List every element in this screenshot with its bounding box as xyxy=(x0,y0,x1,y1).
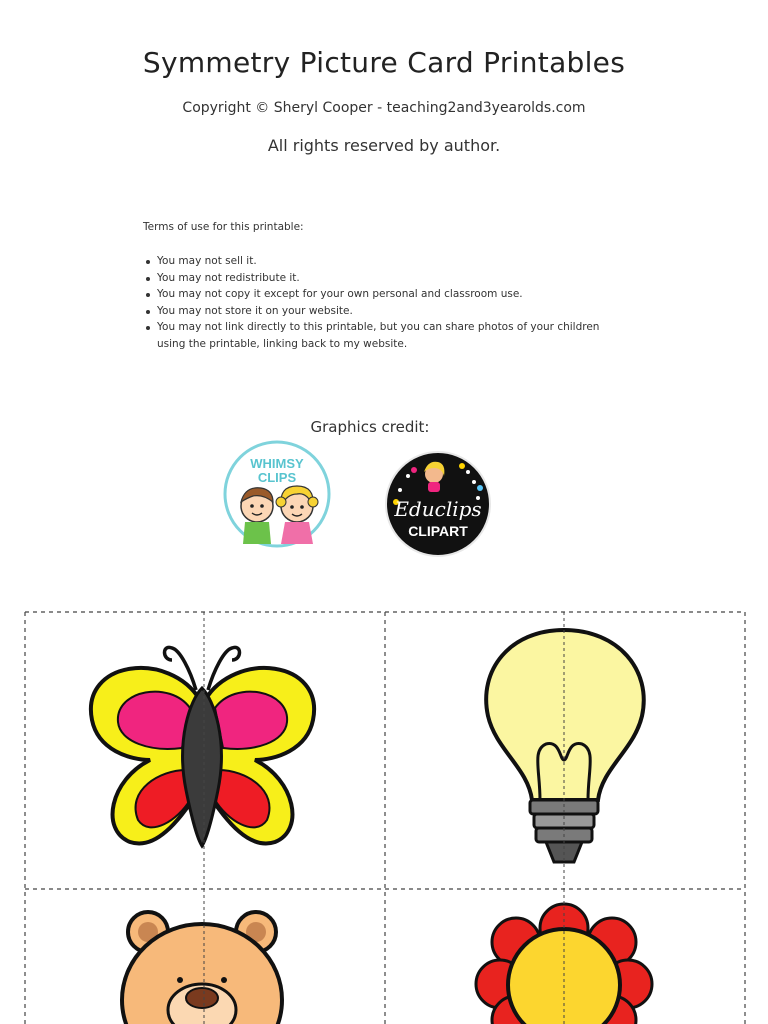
terms-item: You may not redistribute it. xyxy=(143,270,613,287)
svg-text:CLIPS: CLIPS xyxy=(257,470,297,485)
terms-item: You may not link directly to this printable, but you can share photos of your children using the printable, linking back to my website. xyxy=(143,319,613,352)
copyright-line: Copyright © Sheryl Cooper - teaching2and3yearolds.com xyxy=(182,100,586,116)
page-title: Symmetry Picture Card Printables xyxy=(142,46,626,79)
graphics-credit-heading: Graphics credit: xyxy=(310,418,430,436)
light-bulb-icon xyxy=(486,612,644,889)
rights-line: All rights reserved by author. xyxy=(267,136,501,155)
svg-text:CLIPART: CLIPART xyxy=(408,523,468,539)
bear-icon xyxy=(122,889,282,1024)
svg-text:Educlips: Educlips xyxy=(394,497,482,521)
svg-text:WHIMSY: WHIMSY xyxy=(250,456,304,471)
terms-item: You may not store it on your website. xyxy=(143,303,613,320)
butterfly-icon xyxy=(91,612,314,889)
terms-item: You may not sell it. xyxy=(143,253,613,270)
flower-icon xyxy=(476,889,652,1024)
terms-heading: Terms of use for this printable: xyxy=(143,221,304,233)
terms-item: You may not copy it except for your own personal and classroom use. xyxy=(143,286,613,303)
